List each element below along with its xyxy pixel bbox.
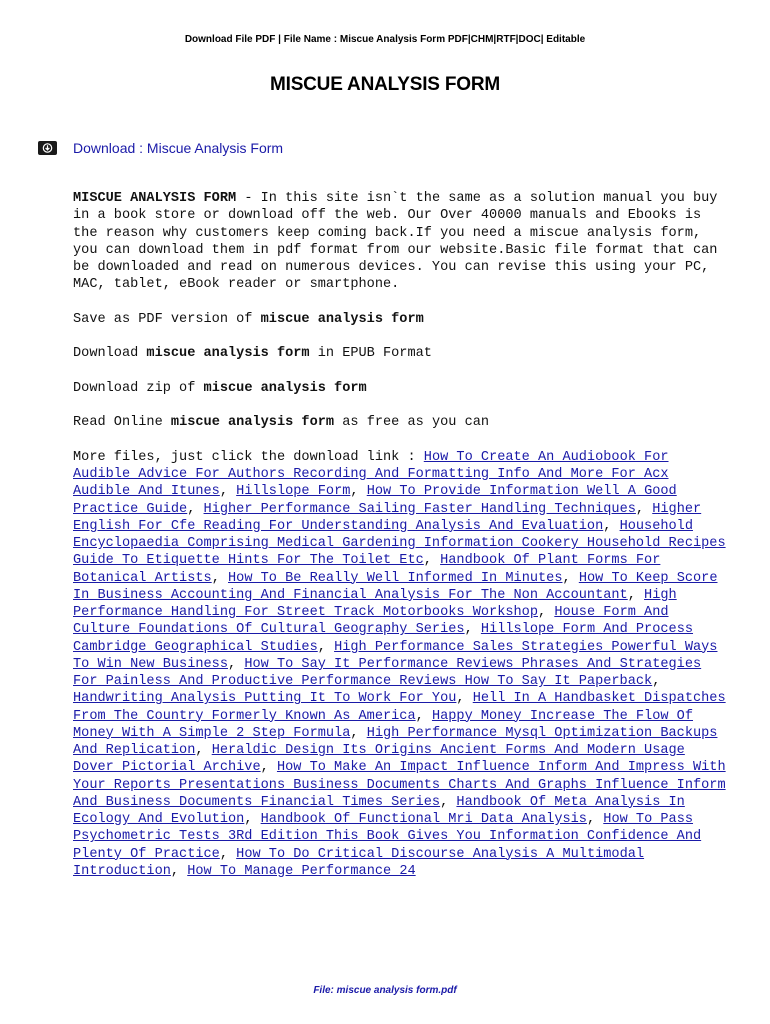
link-separator: , (260, 760, 277, 776)
link-separator: , (317, 639, 335, 655)
link-separator: , (219, 484, 237, 500)
related-file-link[interactable]: Heraldic Design Its Origins Ancient Forms And Modern Usage Dover Pictorial Archive (73, 743, 685, 776)
related-file-link[interactable]: How To Pass Psychometric Tests 3Rd Edition This Book Gives You Information Confidence And Plenty Of Practice (73, 812, 702, 862)
read-online-line (73, 414, 733, 431)
link-separator: , (244, 812, 261, 827)
intro-lead: MISCUE ANALYSIS FORM (73, 191, 237, 206)
link-separator: , (350, 725, 367, 741)
related-file-link[interactable]: High Performance Mysql Optimization Backups And Replication (73, 725, 718, 758)
related-file-link[interactable]: Hell In A Handbasket Dispatches From The Country Formerly Known As America (73, 691, 726, 724)
link-separator: , (603, 518, 620, 534)
related-file-link[interactable]: Hillslope Form (236, 484, 351, 500)
related-file-link[interactable]: High Performance Handling For Street Track Motorbooks Workshop (73, 587, 677, 620)
line-text: in EPUB Format (309, 346, 432, 362)
link-separator: , (652, 674, 661, 689)
page-footer: File: miscue analysis form.pdf (313, 985, 457, 996)
link-separator: , (195, 743, 212, 758)
link-separator: , (627, 587, 645, 603)
related-file-link[interactable]: Handbook Of Meta Analysis In Ecology And Evolution (73, 794, 685, 827)
link-separator: , (456, 691, 473, 707)
related-file-link[interactable]: How To Say It Performance Reviews Phrases And Strategies For Painless And Productive Performance Reviews How To Say It Paperback (73, 656, 702, 689)
line-text: Read Online (73, 415, 171, 431)
body-text (73, 190, 733, 897)
save-pdf-line (73, 311, 733, 328)
related-file-link[interactable]: How To Create An Audiobook For Audible Advice For Authors Recording And Formatting Info And More For Acx Audible And Itunes (73, 449, 669, 500)
link-separator: , (537, 605, 555, 620)
related-file-link[interactable]: Household Encyclopaedia Comprising Medical Gardening Information Cookery Household Recipes Guide To Etiquette Hints For The Toilet Etc (73, 518, 726, 569)
related-file-link[interactable]: Hillslope Form And Process Cambridge Geographical Studies (73, 622, 694, 655)
link-separator: , (350, 484, 367, 500)
epub-line (73, 345, 733, 362)
related-file-link[interactable]: Higher English For Cfe Reading For Understanding Analysis And Evaluation (73, 501, 702, 534)
related-file-link[interactable]: How To Manage Performance 24 (187, 863, 416, 879)
link-separator: , (187, 501, 204, 517)
link-separator: , (586, 812, 604, 827)
related-file-link[interactable]: Handwriting Analysis Putting It To Work For You (73, 691, 457, 707)
link-separator: , (170, 863, 188, 879)
related-file-link[interactable]: Handbook Of Functional Mri Data Analysis (260, 812, 587, 827)
intro-text: - In this site isn`t the same as a solution manual you buy in a book store or download off the web. Our Over 40000 manuals and Ebooks is the reason why customers keep coming back.If you need a miscue analysis form, you can download them in pdf format from our website.Basic file format that can be downloaded and read on numerous devices. You can revise this using your PC, MAC, tablet, eBook reader or smartphone. (73, 191, 718, 293)
link-separator: , (423, 553, 441, 569)
line-text: as free as you can (334, 415, 490, 431)
related-file-link[interactable]: How To Be Really Well Informed In Minutes (228, 570, 563, 586)
document-title: MISCUE ANALYSIS FORM (269, 74, 500, 95)
related-file-link[interactable]: House Form And Culture Foundations Of Cultural Geography Series (73, 605, 669, 638)
related-file-link[interactable]: High Performance Sales Strategies Powerful Ways To Win New Business (73, 639, 718, 672)
more-files-paragraph (73, 449, 733, 880)
line-text: Download (73, 346, 147, 362)
link-separator: , (635, 501, 653, 517)
line-keyword: miscue analysis form (260, 311, 424, 327)
related-file-link[interactable]: Higher Performance Sailing Faster Handling Techniques (203, 501, 636, 517)
link-separator: , (464, 622, 481, 638)
download-icon[interactable] (38, 141, 57, 155)
line-text: Save as PDF version of (73, 311, 261, 327)
download-link[interactable]: Download : Miscue Analysis Form (73, 140, 284, 156)
download-row (38, 138, 283, 158)
related-file-link[interactable]: How To Do Critical Discourse Analysis A Multimodal Introduction (73, 846, 645, 879)
link-separator: , (562, 570, 579, 586)
line-keyword: miscue analysis form (203, 380, 367, 396)
line-keyword: miscue analysis form (146, 346, 310, 362)
page-header: Download File PDF | File Name : Miscue Analysis Form PDF|CHM|RTF|DOC| Editable (184, 34, 586, 45)
link-separator: , (219, 846, 237, 862)
related-file-link[interactable]: How To Provide Information Well A Good Practice Guide (73, 484, 677, 517)
related-file-link[interactable]: How To Make An Impact Influence Inform And Impress With Your Reports Presentations Business Documents Charts And Graphs Influence Inform And Business Documents Financial Times Series (73, 760, 726, 810)
intro-paragraph (73, 190, 733, 294)
link-separator: , (228, 656, 245, 672)
link-separator: , (440, 794, 457, 810)
link-separator: , (211, 570, 229, 586)
line-text: Download zip of (73, 380, 204, 396)
related-file-link[interactable]: Handbook Of Plant Forms For Botanical Artists (73, 553, 661, 586)
line-keyword: miscue analysis form (170, 415, 335, 431)
more-files-label: More files, just click the download link : (73, 449, 424, 465)
related-file-link[interactable]: Happy Money Increase The Flow Of Money With A Simple 2 Step Formula (73, 708, 693, 741)
related-file-link[interactable]: How To Keep Score In Business Accounting And Financial Analysis For The Non Accountant (73, 570, 718, 603)
link-separator: , (415, 708, 432, 724)
zip-line (73, 380, 733, 397)
